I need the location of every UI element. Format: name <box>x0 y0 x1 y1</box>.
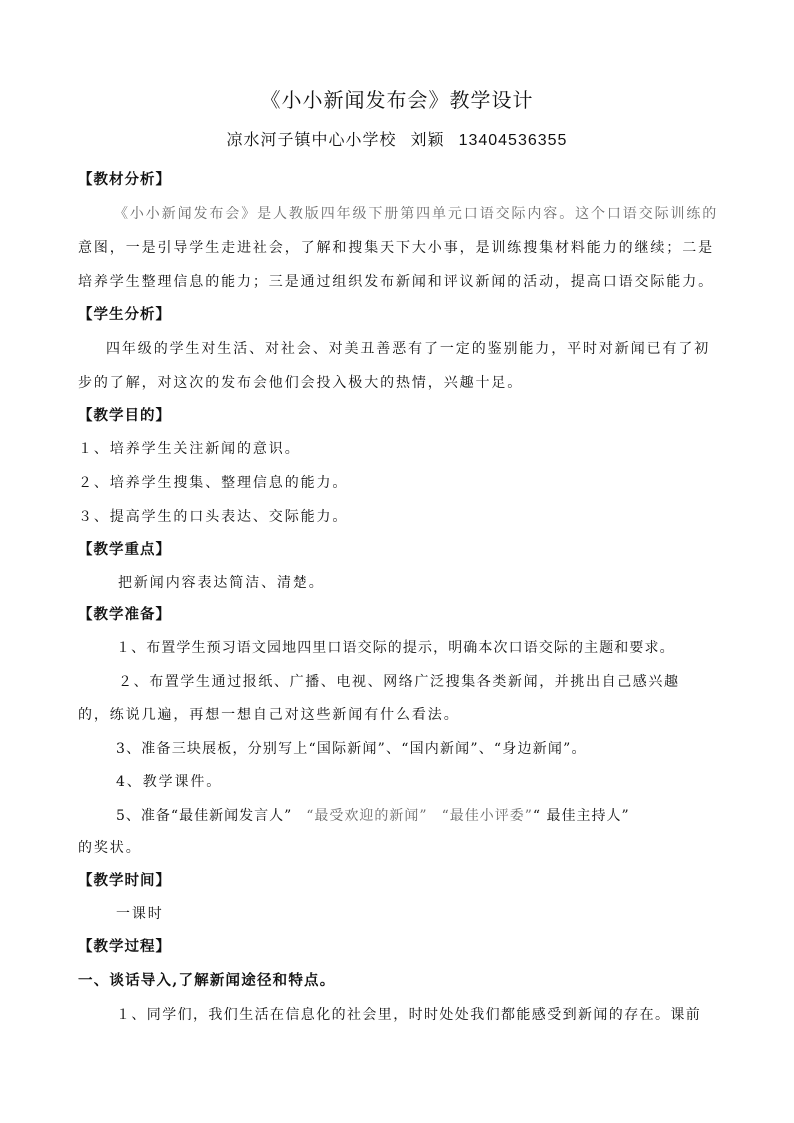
section-heading-process: 【教学过程】 <box>78 938 171 955</box>
paragraph-line: 意图，一是引导学生走进社会，了解和搜集天下大小事，是训练搜集材料能力的继续；二是 <box>78 240 714 256</box>
paragraph-line: 把新闻内容表达简洁、清楚。 <box>118 575 325 591</box>
paragraph-line: 的奖状。 <box>78 840 142 856</box>
paragraph-line <box>114 204 718 224</box>
list-item: 4、教学课件。 <box>116 774 223 790</box>
author-phone: 13404536355 <box>458 132 568 149</box>
list-item: ２、培养学生搜集、整理信息的能力。 <box>78 475 349 491</box>
prep-5-text: 5、准备“最佳新闻发言人” <box>116 808 293 824</box>
paragraph-line: 四年级的学生对生活、对社会、对美丑善恶有了一定的鉴别能力，平时对新闻已有了初 <box>106 341 711 357</box>
paragraph-line: 一课时 <box>116 906 164 922</box>
section-heading-student: 【学生分析】 <box>78 306 171 323</box>
prep-5-award: “最佳小评委” <box>441 808 533 824</box>
list-item: 3、准备三块展板，分别写上“国际新闻”、“国内新闻”、“身边新闻”。 <box>116 741 587 757</box>
list-item: １、同学们，我们生活在信息化的社会里，时时处处我们都能感受到新闻的存在。课前 <box>116 1007 702 1023</box>
author-name: 刘颖 <box>410 130 445 149</box>
prep-5-award: “ 最佳主持人” <box>532 808 630 824</box>
list-item <box>116 806 630 826</box>
list-item: ３、提高学生的口头表达、交际能力。 <box>78 509 349 525</box>
paragraph-line: 步的了解，对这次的发布会他们会投入极大的热情，兴趣十足。 <box>78 375 524 391</box>
section-heading-time: 【教学时间】 <box>78 872 171 889</box>
section-heading-preparation: 【教学准备】 <box>78 606 171 623</box>
prep-5-award: “最受欢迎的新闻” <box>306 808 428 824</box>
document-title: 《小小新闻发布会》教学设计 <box>260 88 534 112</box>
section-heading-analysis: 【教材分析】 <box>78 171 171 188</box>
process-subheading: 一、谈话导入,了解新闻途径和特点。 <box>78 972 336 989</box>
paragraph-line: 的，练说几遍，再想一想自己对这些新闻有什么看法。 <box>78 707 460 723</box>
paragraph-text: 《小小新闻发布会》是人教版四年级下册第四单元口语交际内容。这个口语交际训练的 <box>114 206 719 222</box>
paragraph-line: 培养学生整理信息的能力；三是通过组织发布新闻和评议新闻的活动，提高口语交际能力。 <box>78 274 714 290</box>
school-name: 凉水河子镇中心小学校 <box>226 130 397 149</box>
list-item: １、布置学生预习语文园地四里口语交际的提示，明确本次口语交际的主题和要求。 <box>116 640 675 656</box>
section-heading-focus: 【教学重点】 <box>78 541 171 558</box>
section-heading-goals: 【教学目的】 <box>78 407 171 424</box>
list-item: ２、布置学生通过报纸、广播、电视、网络广泛搜集各类新闻，并挑出自己感兴趣 <box>118 674 680 690</box>
list-item: １、培养学生关注新闻的意识。 <box>78 441 301 457</box>
author-line <box>0 127 794 150</box>
